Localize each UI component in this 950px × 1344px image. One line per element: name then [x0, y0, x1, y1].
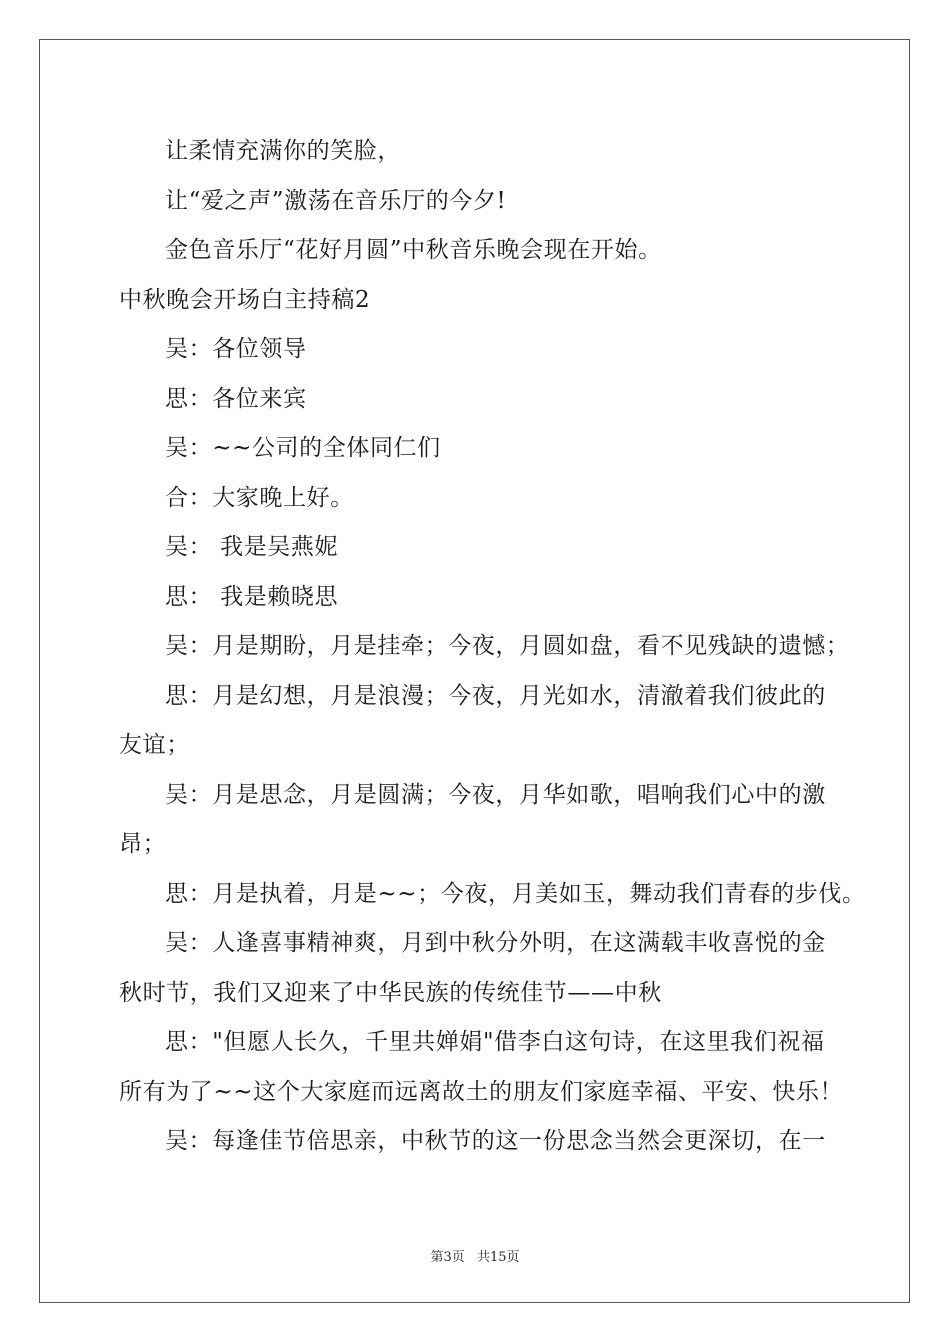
text-line: 吴： 我是吴燕妮 [165, 534, 339, 560]
text-line: 思：月是幻想，月是浪漫；今夜，月光如水，清澈着我们彼此的 [165, 682, 826, 709]
document-body [119, 127, 866, 1167]
text-line: 昂； [119, 831, 167, 857]
text-line: 金色音乐厅“花好月圆”中秋音乐晚会现在开始。 [165, 237, 662, 263]
page-number: 第3页 [430, 1250, 465, 1265]
text-line: 吴：~~公司的全体同仁们 [165, 435, 441, 461]
text-line: 吴：人逢喜事精神爽，月到中秋分外明，在这满载丰收喜悦的金 [165, 930, 826, 956]
text-line: 吴：各位领导 [165, 336, 307, 362]
text-line: 合：大家晚上好。 [165, 484, 354, 511]
text-line: 秋时节，我们又迎来了中华民族的传统佳节——中秋 [119, 979, 662, 1006]
text-line: 让“爱之声”激荡在音乐厅的今夕! [165, 187, 507, 214]
text-line: 思：月是执着，月是~~；今夜，月美如玉，舞动我们青春的步伐。 [165, 880, 866, 907]
page-total: 共15页 [476, 1250, 520, 1265]
text-line: 让柔情充满你的笑脸， [165, 138, 401, 164]
text-line: 思：各位来宾 [165, 385, 307, 412]
text-line: 吴：月是期盼，月是挂牵；今夜，月圆如盘，看不见残缺的遗憾； [165, 633, 850, 659]
text-line: 吴：每逢佳节倍思亲，中秋节的这一份思念当然会更深切，在一 [165, 1128, 826, 1154]
text-line: 思："但愿人长久，千里共婵娟"借李白这句诗，在这里我们祝福 [165, 1029, 825, 1055]
page-footer [0, 1246, 950, 1265]
text-line: 友谊； [119, 732, 190, 758]
text-line: 所有为了~~这个大家庭而远离故土的朋友们家庭幸福、平安、快乐！ [119, 1078, 844, 1105]
section-heading: 中秋晚会开场白主持稿2 [119, 286, 371, 313]
text-line: 吴：月是思念，月是圆满；今夜，月华如歌，唱响我们心中的激 [165, 781, 826, 808]
text-line: 思： 我是赖晓思 [165, 583, 339, 610]
